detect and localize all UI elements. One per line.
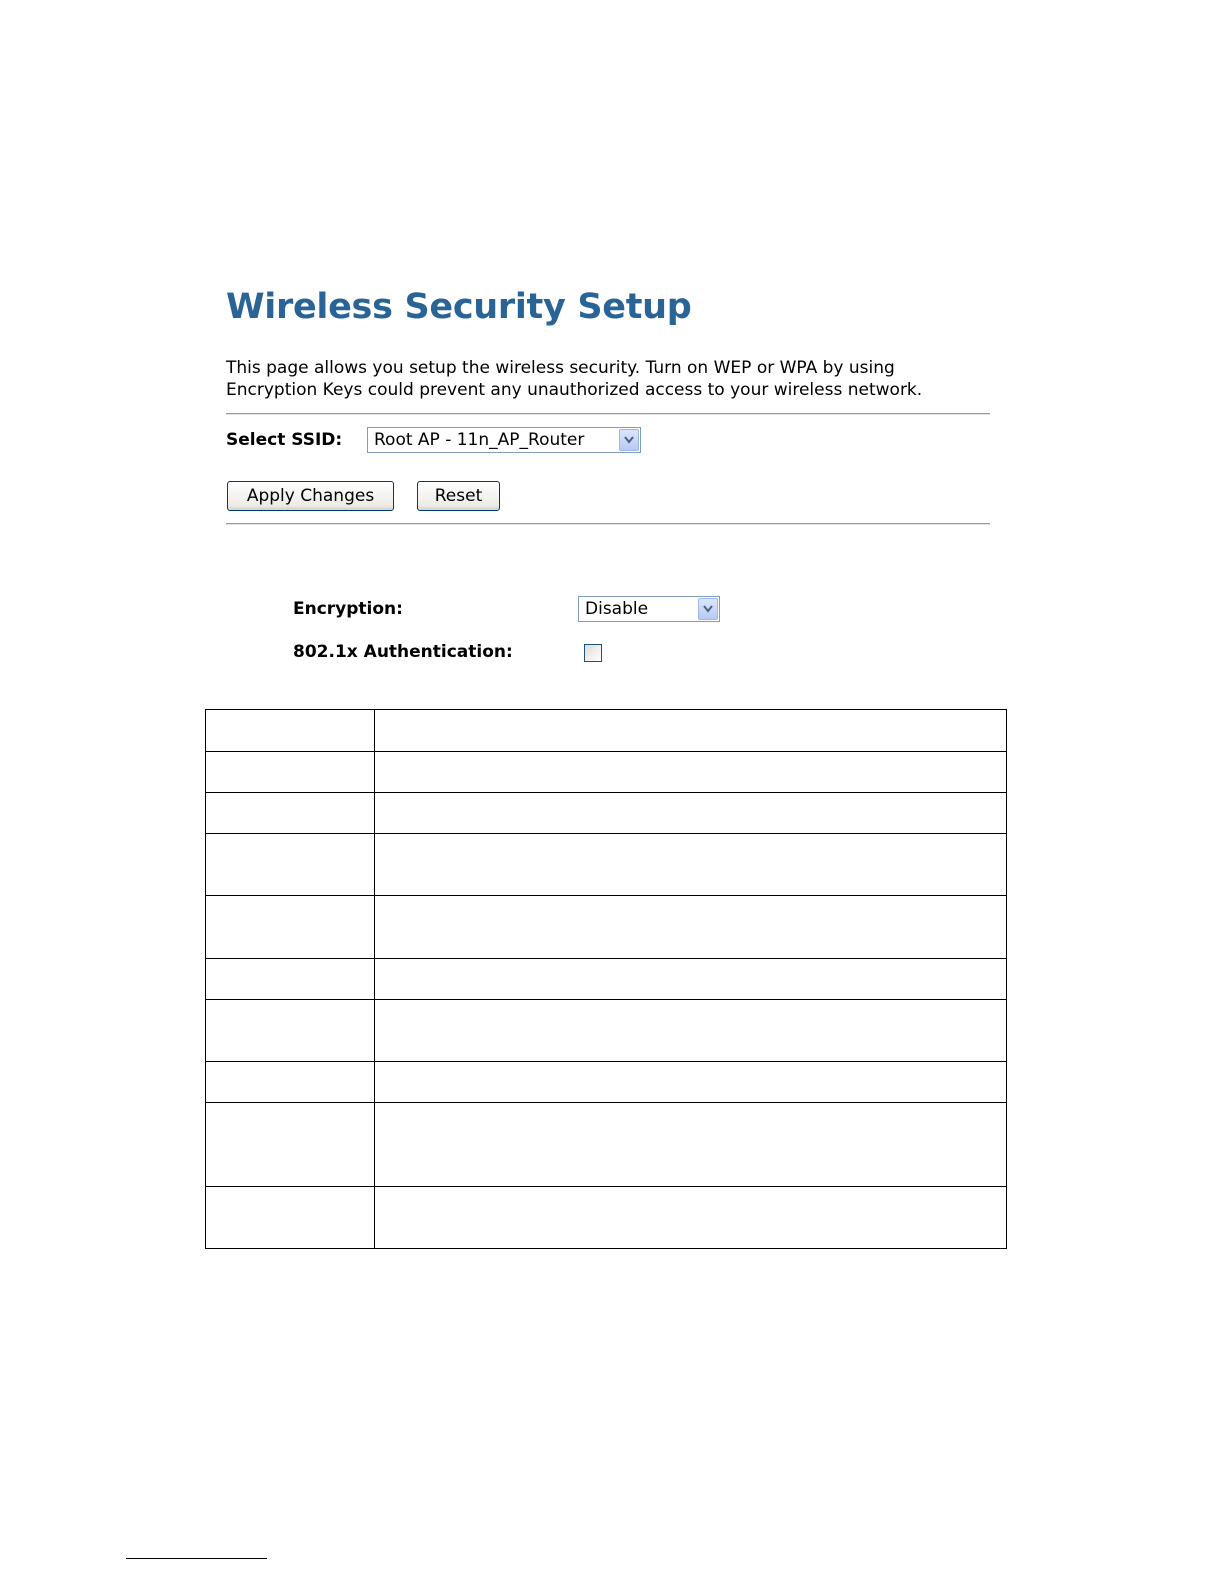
table-row (206, 1187, 1007, 1249)
table-cell-description (375, 959, 1007, 1000)
table-row (206, 710, 1007, 752)
table-cell-label (206, 710, 375, 752)
description-line: This page allows you setup the wireless security. Turn on WEP or WPA by using (226, 358, 895, 378)
table-cell-label (206, 1187, 375, 1249)
auth-label: 802.1x Authentication: (293, 642, 513, 662)
ssid-select-value: Root AP - 11n_AP_Router (374, 430, 585, 450)
table-cell-description (375, 896, 1007, 959)
table-cell-description (375, 1103, 1007, 1187)
page-description (226, 357, 1006, 401)
ssid-label: Select SSID: (226, 430, 343, 450)
table-cell-description (375, 793, 1007, 834)
table-row (206, 1103, 1007, 1187)
ssid-select[interactable] (367, 427, 641, 453)
table-cell-description (375, 1000, 1007, 1062)
table-cell-label (206, 959, 375, 1000)
encryption-select[interactable] (578, 596, 720, 622)
auth-checkbox[interactable] (584, 644, 602, 662)
table-cell-label (206, 793, 375, 834)
table-row (206, 959, 1007, 1000)
table-cell-description (375, 710, 1007, 752)
table-cell-description (375, 1062, 1007, 1103)
table-cell-label (206, 1103, 375, 1187)
encryption-select-value: Disable (585, 599, 649, 619)
divider (226, 413, 990, 415)
table-cell-label (206, 1000, 375, 1062)
table-cell-label (206, 834, 375, 896)
encryption-label: Encryption: (293, 599, 403, 619)
reset-button[interactable]: Reset (417, 481, 500, 511)
table-cell-label (206, 752, 375, 793)
page-title: Wireless Security Setup (226, 287, 692, 327)
table-row (206, 834, 1007, 896)
table-row (206, 752, 1007, 793)
table-row (206, 793, 1007, 834)
table-cell-description (375, 834, 1007, 896)
footnote-separator (126, 1558, 267, 1559)
table-cell-description (375, 752, 1007, 793)
chevron-down-icon[interactable] (698, 598, 718, 620)
table-row (206, 896, 1007, 959)
table-row (206, 1000, 1007, 1062)
divider (226, 523, 990, 525)
description-table (205, 709, 1007, 1249)
table-cell-label (206, 896, 375, 959)
apply-changes-button[interactable]: Apply Changes (227, 481, 394, 511)
table-cell-description (375, 1187, 1007, 1249)
table-cell-label (206, 1062, 375, 1103)
description-line: Encryption Keys could prevent any unauthorized access to your wireless network. (226, 380, 923, 400)
table-row (206, 1062, 1007, 1103)
chevron-down-icon[interactable] (619, 429, 639, 451)
